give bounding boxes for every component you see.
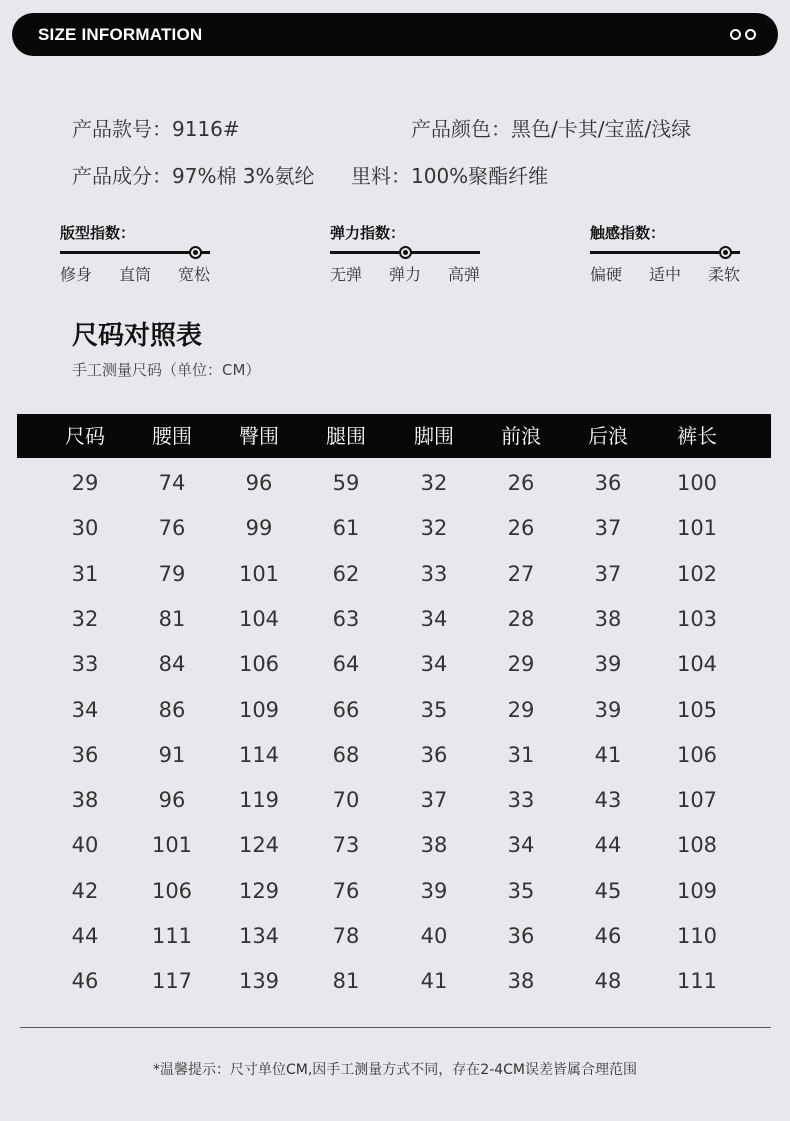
table-cell: 36 [507,924,535,948]
table-cell: 91 [158,742,186,767]
index-label: 适中 [649,265,682,284]
table-cell: 37 [594,516,622,541]
table-cell: 110 [676,924,718,948]
table-cell: 106 [151,878,193,903]
table-cell: 38 [507,969,535,994]
index-marker [189,246,202,259]
column-header: 臀围 [239,424,279,448]
table-cell: 33 [420,561,448,586]
table-cell: 30 [71,516,99,541]
table-cell: 34 [420,652,448,677]
table-cell: 73 [332,833,360,858]
size-table-body [17,461,771,1011]
table-row [17,688,771,733]
table-cell: 38 [71,788,99,813]
table-cell: 81 [158,606,186,631]
table-cell: 59 [332,471,360,495]
table-cell: 106 [238,652,280,677]
footnote: *温馨提示：尺寸单位CM,因手工测量方式不同，存在2-4CM误差皆属合理范围 [152,1062,638,1078]
table-cell: 74 [158,471,186,495]
table-cell: 70 [332,788,360,813]
table-cell: 34 [507,833,535,858]
table-cell: 36 [71,742,99,767]
dot-icon [745,29,756,40]
table-cell: 81 [332,969,360,994]
table-cell: 31 [71,561,99,586]
index-marker [399,246,412,259]
table-cell: 86 [158,697,186,722]
index-title: 触感指数： [590,224,666,242]
table-cell: 32 [420,471,448,495]
table-cell: 39 [594,652,622,677]
table-cell: 104 [676,652,718,677]
table-row [17,461,771,506]
table-cell: 107 [676,788,718,813]
table-cell: 101 [676,516,718,541]
table-cell: 35 [507,878,535,903]
size-table-title: 尺码对照表 [72,321,203,351]
index-label: 宽松 [178,265,211,284]
table-cell: 39 [420,878,448,903]
table-cell: 64 [332,652,360,677]
table-cell: 41 [594,742,622,767]
table-cell: 103 [676,606,718,631]
table-cell: 111 [676,969,718,994]
table-cell: 29 [71,471,99,495]
index-marker [719,246,732,259]
table-cell: 39 [594,697,622,722]
divider [20,1027,771,1028]
column-header: 前浪 [501,424,541,448]
header-bar [12,13,778,56]
table-cell: 139 [238,969,280,994]
index-label: 直筒 [119,265,152,284]
dot-icon [730,29,741,40]
table-cell: 41 [420,969,448,994]
table-cell: 28 [507,606,535,631]
table-cell: 101 [151,833,193,858]
table-row [17,778,771,823]
size-table-header [17,414,771,458]
header-title: SIZE INFORMATION [38,25,203,44]
table-cell: 35 [420,697,448,722]
table-cell: 48 [594,969,622,994]
table-cell: 84 [158,652,186,677]
table-cell: 36 [594,471,622,495]
table-row [17,642,771,687]
table-cell: 99 [245,516,273,541]
table-cell: 124 [238,833,280,858]
index-track [60,251,210,254]
table-cell: 44 [594,833,622,858]
table-cell: 134 [238,924,280,948]
table-cell: 63 [332,606,360,631]
product-colors: 产品颜色：黑色/卡其/宝蓝/浅绿 [411,117,692,141]
table-cell: 102 [676,561,718,586]
size-table-subtitle: 手工测量尺码（单位：CM） [72,361,261,379]
table-cell: 101 [238,561,280,586]
table-cell: 78 [332,924,360,948]
table-cell: 33 [71,652,99,677]
table-cell: 108 [676,833,718,858]
table-cell: 105 [676,697,718,722]
table-cell: 109 [238,697,280,722]
index-title: 版型指数： [60,224,136,242]
table-cell: 42 [71,878,99,903]
table-cell: 46 [594,924,622,948]
table-cell: 100 [676,471,718,495]
product-composition: 产品成分：97%棉 3%氨纶 [72,164,315,188]
table-cell: 29 [507,697,535,722]
table-cell: 129 [238,878,280,903]
table-cell: 38 [594,606,622,631]
table-row [17,597,771,642]
table-row [17,823,771,868]
table-cell: 32 [420,516,448,541]
table-row [17,959,771,1004]
table-row [17,733,771,778]
header-dots [730,29,756,40]
table-cell: 106 [676,742,718,767]
table-row [17,552,771,597]
table-cell: 114 [238,742,280,767]
index-label: 偏硬 [590,265,623,284]
table-cell: 34 [71,697,99,722]
table-cell: 26 [507,471,535,495]
index-label: 高弹 [448,265,481,284]
product-style-no: 产品款号：9116# [72,117,240,141]
table-cell: 45 [594,878,622,903]
table-cell: 36 [420,742,448,767]
table-cell: 117 [151,969,193,994]
table-cell: 34 [420,606,448,631]
index-label: 修身 [60,265,93,284]
table-cell: 76 [332,878,360,903]
table-cell: 27 [507,561,535,586]
column-header: 脚围 [414,424,454,448]
column-header: 尺码 [65,424,105,448]
index-track [330,251,480,254]
table-cell: 119 [238,788,280,813]
column-header: 腰围 [152,424,192,448]
index-label: 弹力 [389,265,422,284]
table-cell: 32 [71,606,99,631]
product-lining: 里料：100%聚酯纤维 [351,164,549,188]
column-header: 裤长 [677,424,717,448]
table-cell: 46 [71,969,99,994]
table-cell: 40 [71,833,99,858]
table-cell: 26 [507,516,535,541]
table-cell: 109 [676,878,718,903]
table-cell: 37 [594,561,622,586]
table-cell: 66 [332,697,360,722]
table-row [17,506,771,551]
table-cell: 68 [332,742,360,767]
table-cell: 62 [332,561,360,586]
table-cell: 31 [507,742,535,767]
table-cell: 76 [158,516,186,541]
table-cell: 111 [151,924,193,948]
table-row [17,869,771,914]
table-cell: 40 [420,924,448,948]
table-cell: 38 [420,833,448,858]
index-label: 无弹 [330,265,363,284]
column-header: 腿围 [326,424,366,448]
table-cell: 37 [420,788,448,813]
index-title: 弹力指数： [330,224,406,242]
table-cell: 44 [71,924,99,948]
table-cell: 104 [238,606,280,631]
table-cell: 96 [245,471,273,495]
table-cell: 61 [332,516,360,541]
table-cell: 43 [594,788,622,813]
index-label: 柔软 [708,265,741,284]
index-track [590,251,740,254]
table-cell: 96 [158,788,186,813]
table-cell: 29 [507,652,535,677]
table-cell: 79 [158,561,186,586]
table-row [17,914,771,959]
column-header: 后浪 [588,424,628,448]
table-cell: 33 [507,788,535,813]
